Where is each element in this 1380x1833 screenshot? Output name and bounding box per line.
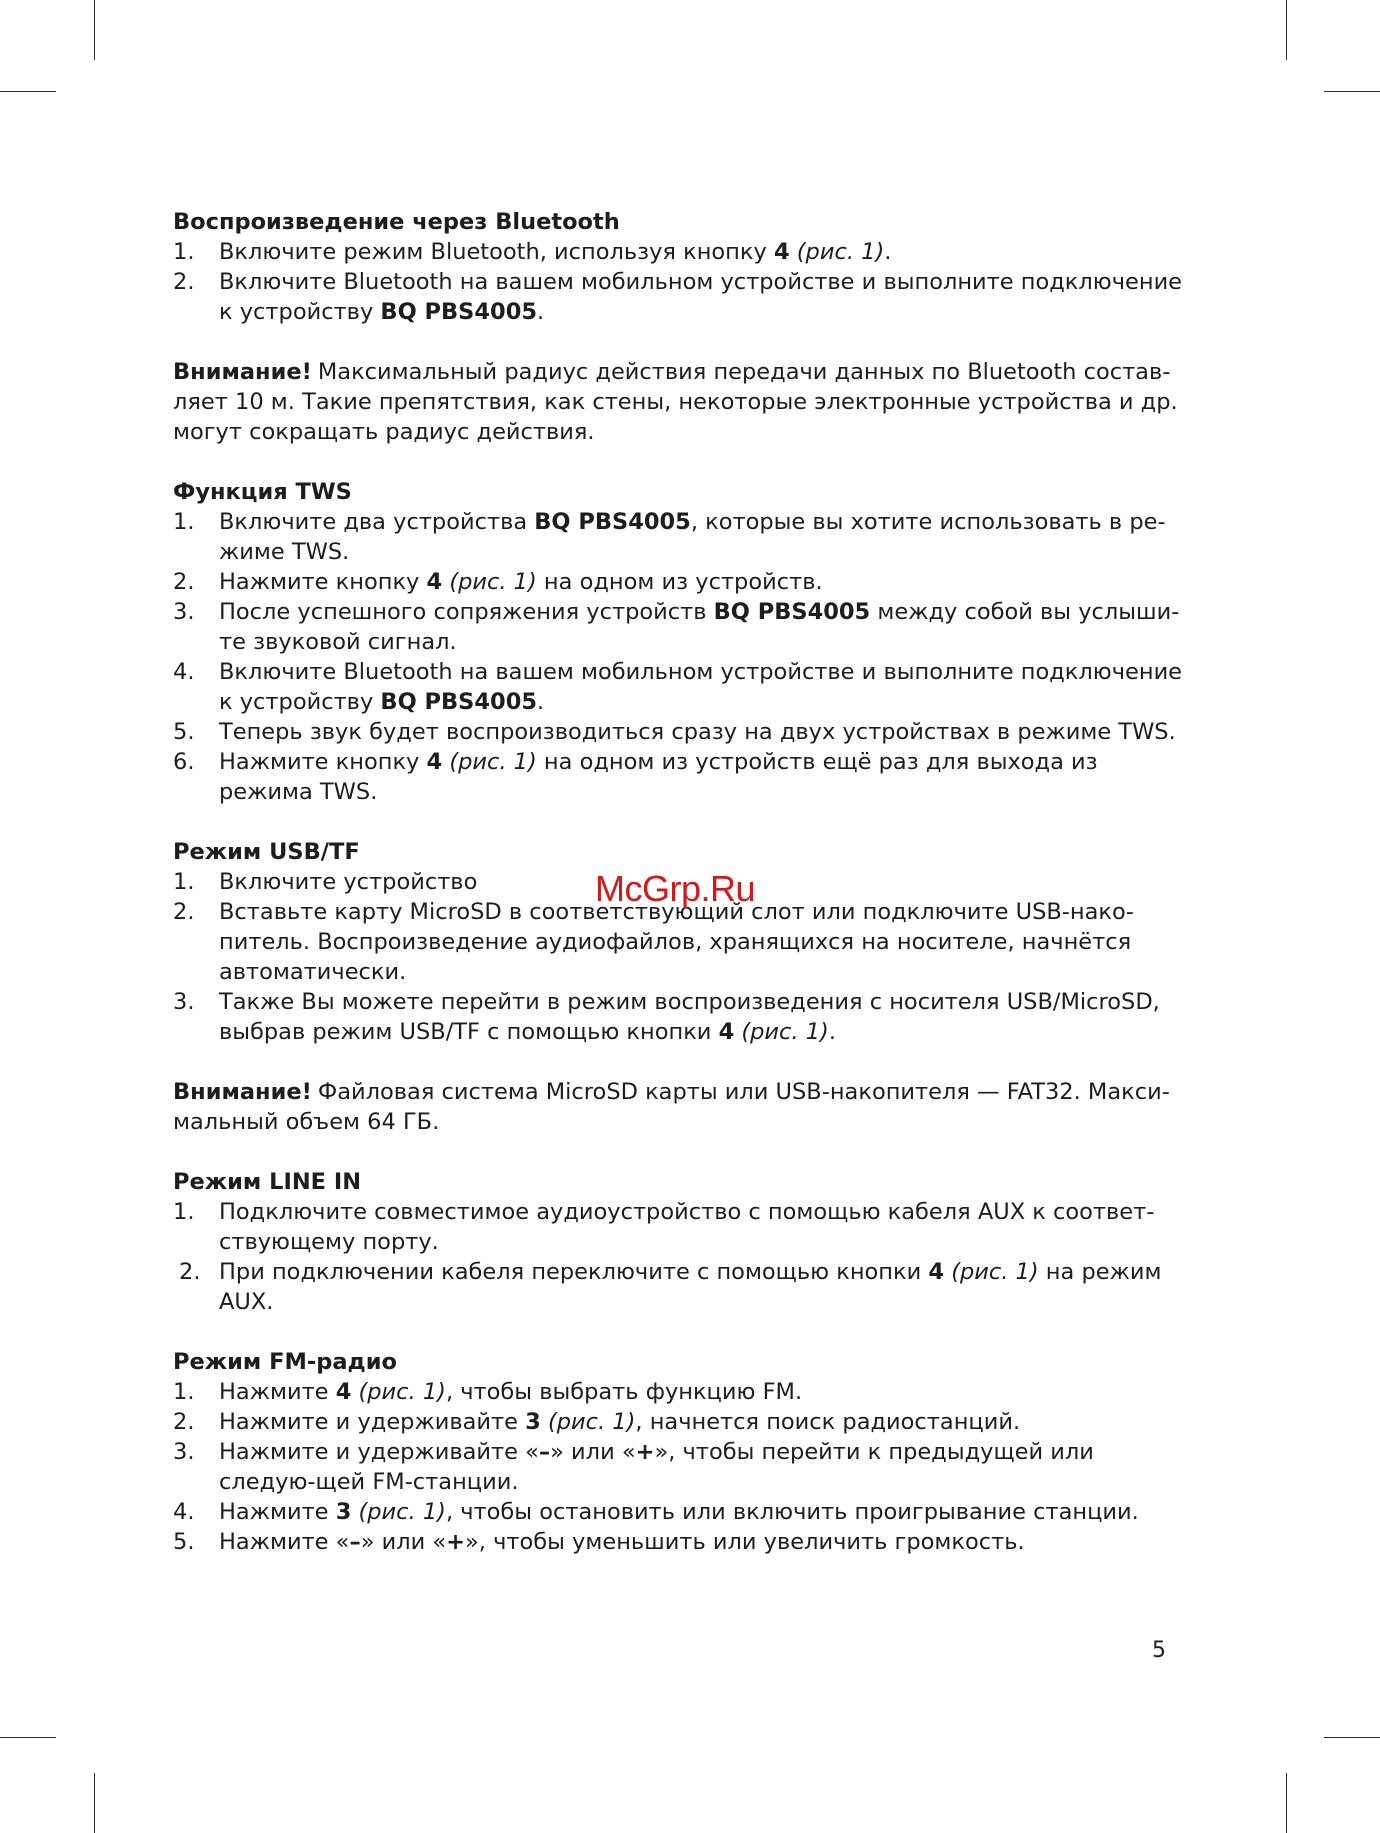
list-item: 2. Включите Bluetooth на вашем мобильном устройстве и выполните подключение к устройству BQ PBS4005.	[173, 269, 1183, 325]
section-bluetooth	[173, 207, 1183, 327]
section-heading: Режим FM-радио	[173, 1349, 397, 1375]
list-item: 3. Нажмите и удерживайте «–» или «+», чтобы перейти к предыдущей или следую-щей FM-станции.	[173, 1439, 1094, 1495]
list-item: 1. Нажмите 4 (рис. 1), чтобы выбрать функцию FM.	[173, 1379, 803, 1405]
list-item: 4. Нажмите 3 (рис. 1), чтобы остановить или включить проигрывание станции.	[173, 1499, 1139, 1525]
note-text: Файловая система MicroSD карты или USB-накопителя — FAT32. Макси-мальный объем 64 ГБ.	[173, 1079, 1170, 1135]
watermark: McGrp.Ru	[595, 868, 756, 909]
steps-list	[173, 507, 1183, 807]
list-item: 1. Включите устройство	[173, 869, 478, 895]
note-text: Максимальный радиус действия передачи данных по Bluetooth состав-ляет 10 м. Такие препятствия, как стены, некоторые электронные устройства и др. могут сокращать радиус действия.	[173, 359, 1178, 445]
list-item: 3. Также Вы можете перейти в режим воспроизведения с носителя USB/MicroSD, выбрав режим USB/TF с помощью кнопки 4 (рис. 1).	[173, 989, 1160, 1045]
list-item: 5. Нажмите «–» или «+», чтобы уменьшить или увеличить громкость.	[173, 1529, 1025, 1555]
section-heading: Режим USB/TF	[173, 839, 360, 865]
page-number: 5	[1152, 1638, 1166, 1663]
list-item: 1. Включите режим Bluetooth, используя кнопку 4 (рис. 1).	[173, 239, 892, 265]
steps-list	[173, 237, 1183, 327]
list-item: 2. При подключении кабеля переключите с помощью кнопки 4 (рис. 1) на режим AUX.	[179, 1259, 1162, 1315]
crop-mark-right-bottom	[1324, 1737, 1380, 1738]
list-item: 6. Нажмите кнопку 4 (рис. 1) на одном из устройств ещё раз для выхода из режима TWS.	[173, 749, 1098, 805]
section-tws	[173, 477, 1183, 807]
list-item: 4. Включите Bluetooth на вашем мобильном устройстве и выполните подключение к устройству BQ PBS4005.	[173, 659, 1183, 715]
section-line-in	[173, 1167, 1183, 1317]
list-item: 2. Нажмите кнопку 4 (рис. 1) на одном из устройств.	[173, 569, 823, 595]
crop-mark-top-left	[94, 0, 95, 60]
note-file-system	[173, 1077, 1183, 1137]
list-item: 3. После успешного сопряжения устройств BQ PBS4005 между собой вы услыши-те звуковой сигнал.	[173, 599, 1180, 655]
list-item: 1. Включите два устройства BQ PBS4005, которые вы хотите использовать в ре-жиме TWS.	[173, 509, 1166, 565]
crop-mark-right-top	[1324, 91, 1380, 92]
steps-list	[173, 1197, 1183, 1317]
list-item: 1. Подключите совместимое аудиоустройство с помощью кабеля AUX к соответ-ствующему порту.	[173, 1199, 1155, 1255]
list-item: 2. Вставьте карту MicroSD в соответствующий слот или подключите USB-нако-питель. Воспроизведение аудиофайлов, хранящихся на носителе, начнётся автоматически.	[173, 899, 1134, 985]
crop-mark-top-right	[1286, 0, 1287, 60]
list-item: 2. Нажмите и удерживайте 3 (рис. 1), начнется поиск радиостанций.	[173, 1409, 1021, 1435]
note-bluetooth-range	[173, 357, 1183, 447]
crop-mark-left-top	[0, 91, 56, 92]
section-fm-radio	[173, 1347, 1183, 1557]
crop-mark-bottom-right	[1286, 1773, 1287, 1833]
crop-mark-bottom-left	[94, 1773, 95, 1833]
section-heading: Воспроизведение через Bluetooth	[173, 209, 620, 235]
section-heading: Режим LINE IN	[173, 1169, 362, 1195]
list-item: 5. Теперь звук будет воспроизводиться сразу на двух устройствах в режиме TWS.	[173, 719, 1176, 745]
note-lead: Внимание!	[173, 359, 312, 385]
section-heading: Функция TWS	[173, 479, 352, 505]
steps-list	[173, 1377, 1183, 1557]
crop-mark-left-bottom	[0, 1737, 56, 1738]
note-lead: Внимание!	[173, 1079, 312, 1105]
